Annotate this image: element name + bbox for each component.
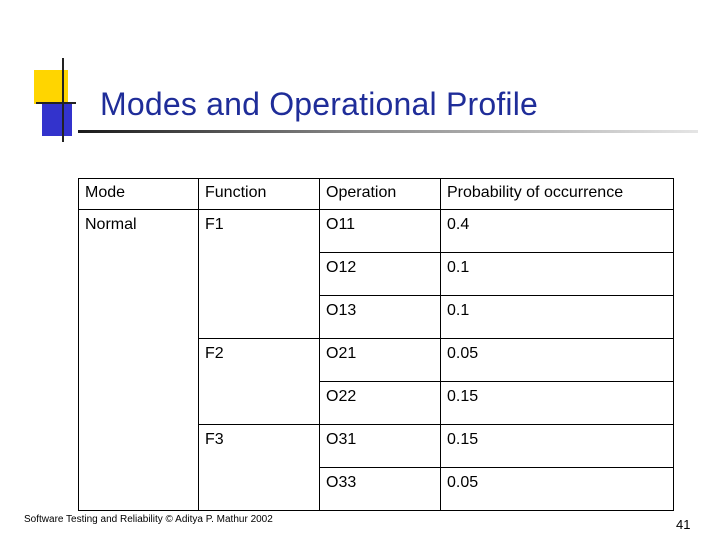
header-operation: Operation (320, 179, 441, 210)
cell-operation: O21 (320, 339, 441, 382)
slide-title: Modes and Operational Profile (100, 86, 539, 122)
cell-operation: O12 (320, 253, 441, 296)
slide-footer: Software Testing and Reliability © Aditya P. Mathur 2002 (24, 514, 273, 525)
table-header-row (79, 179, 674, 210)
cell-function: F1 (199, 210, 320, 339)
cell-operation: O11 (320, 210, 441, 253)
cell-probability: 0.15 (441, 425, 674, 468)
title-underline (78, 130, 698, 133)
cell-operation: O33 (320, 468, 441, 511)
logo-horizontal-line (36, 102, 76, 104)
slide-logo (30, 56, 80, 146)
cell-mode: Normal (79, 210, 199, 511)
page-number: 41 (676, 517, 691, 532)
operational-profile-table (78, 178, 674, 511)
cell-operation: O22 (320, 382, 441, 425)
cell-probability: 0.05 (441, 468, 674, 511)
table-row (79, 210, 674, 253)
cell-function: F3 (199, 425, 320, 511)
cell-probability: 0.05 (441, 339, 674, 382)
cell-probability: 0.1 (441, 253, 674, 296)
header-probability: Probability of occurrence (441, 179, 674, 210)
header-mode: Mode (79, 179, 199, 210)
cell-probability: 0.4 (441, 210, 674, 253)
logo-vertical-line (62, 58, 64, 142)
cell-probability: 0.15 (441, 382, 674, 425)
cell-function: F2 (199, 339, 320, 425)
logo-blue-square (42, 104, 72, 136)
cell-operation: O13 (320, 296, 441, 339)
header-function: Function (199, 179, 320, 210)
cell-probability: 0.1 (441, 296, 674, 339)
cell-operation: O31 (320, 425, 441, 468)
